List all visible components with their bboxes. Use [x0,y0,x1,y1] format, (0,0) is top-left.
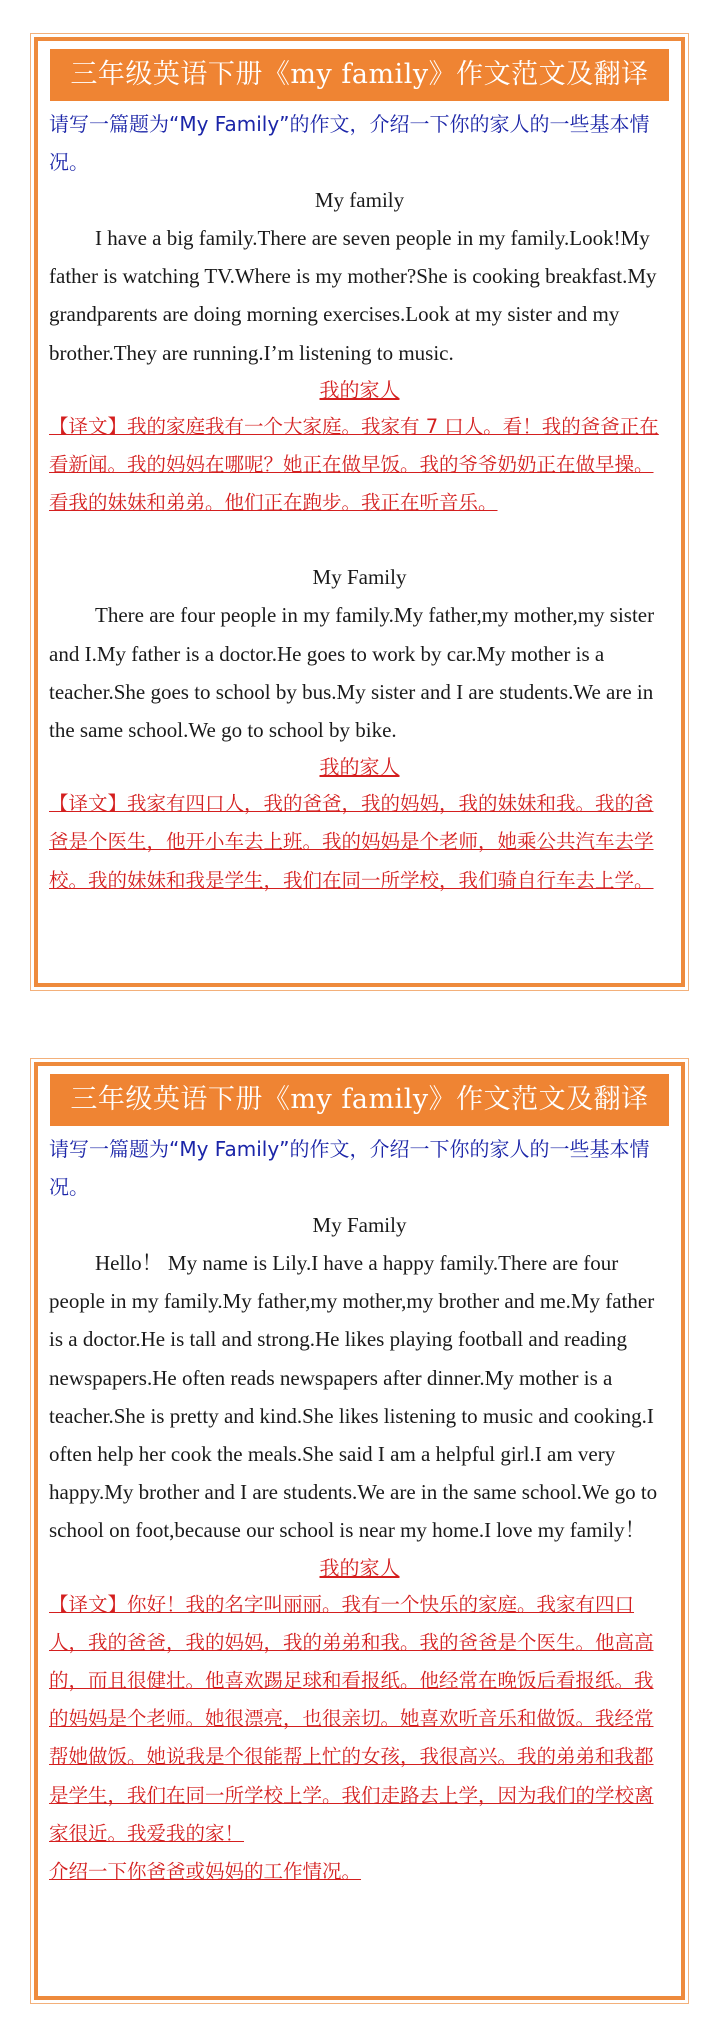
translation-title: 我的家人 [319,1555,400,1580]
translation-body: 【译文】我的家庭我有一个大家庭。我家有 7 口人。看！我的爸爸正在看新闻。我的妈妈在哪呢？她正在做早饭。我的爷爷奶奶正在做早操。看我的妹妹和弟弟。他们正在跑步。我正在听音乐。 [49,414,659,515]
translation-title: 我的家人 [319,377,400,402]
essay-body: I have a big family.There are seven people in my family.Look!My father is watching TV.Where is my mother?She is cooking breakfast.My grandparents are doing morning exercises.Look at my sister and my brother.They are running.I’m listening to music. [49,226,657,365]
essay-card-2 [34,1062,685,2000]
writing-prompt: 请写一篇题为“My Family”的作文，介绍一下你的家人的一些基本情况。 [49,1137,650,1199]
essay-title: My Family [312,565,407,590]
essay-body: There are four people in my family.My father,my mother,my sister and I.My father is a doctor.He goes to work by car.My mother is a teacher.She goes to school by bus.My sister and I are students.We are in the same school.We go to school by bike. [49,603,655,743]
essay-title: My family [314,188,405,212]
writing-prompt: 请写一篇题为“My Family”的作文，介绍一下你的家人的一些基本情况。 [49,112,650,174]
essay-title: My Family [312,1213,407,1237]
translation-body: 【译文】我家有四口人，我的爸爸，我的妈妈，我的妹妹和我。我的爸爸是个医生，他开小车去上班。我的妈妈是个老师，她乘公共汽车去学校。我的妹妹和我是学生，我们在同一所学校，我们骑自行车去上学。 [49,792,654,892]
essay-body: Hello！ My name is Lily.I have a happy family.There are four people in my family.My father,my mother,my brother and me.My father is a doctor.He is tall and strong.He likes playing football and reading newspapers.He often reads newspapers after dinner.My mother is a teacher.She is pretty and kind.She likes listening to music and cooking.I often help her cook the meals.She said I am a helpful girl.I am very happy.My brother and I are students.We are in the same school.We go to school on foot,because our school is near my home.I love my family！ [49,1251,658,1543]
essay-card-1 [34,37,685,987]
card-title: 三年级英语下册《my family》作文范文及翻译 [50,49,669,101]
translation-title: 我的家人 [319,755,400,780]
follow-up-prompt: 介绍一下你爸爸或妈妈的工作情况。 [49,1860,362,1884]
translation-body: 【译文】你好！我的名字叫丽丽。我有一个快乐的家庭。我家有四口人，我的爸爸，我的妈妈，我的弟弟和我。我的爸爸是个医生。他高高的，而且很健壮。他喜欢踢足球和看报纸。他经常在晚饭后看报纸。我的妈妈是个老师。她很漂亮，也很亲切。她喜欢听音乐和做饭。我经常帮她做饭。她说我是个很能帮上忙的女孩，我很高兴。我的弟弟和我都是学生，我们在同一所学校上学。我们走路去上学，因为我们的学校离家很近。我爱我的家！ [49,1592,654,1845]
section-spacer [47,522,672,558]
card-title: 三年级英语下册《my family》作文范文及翻译 [50,1074,669,1126]
